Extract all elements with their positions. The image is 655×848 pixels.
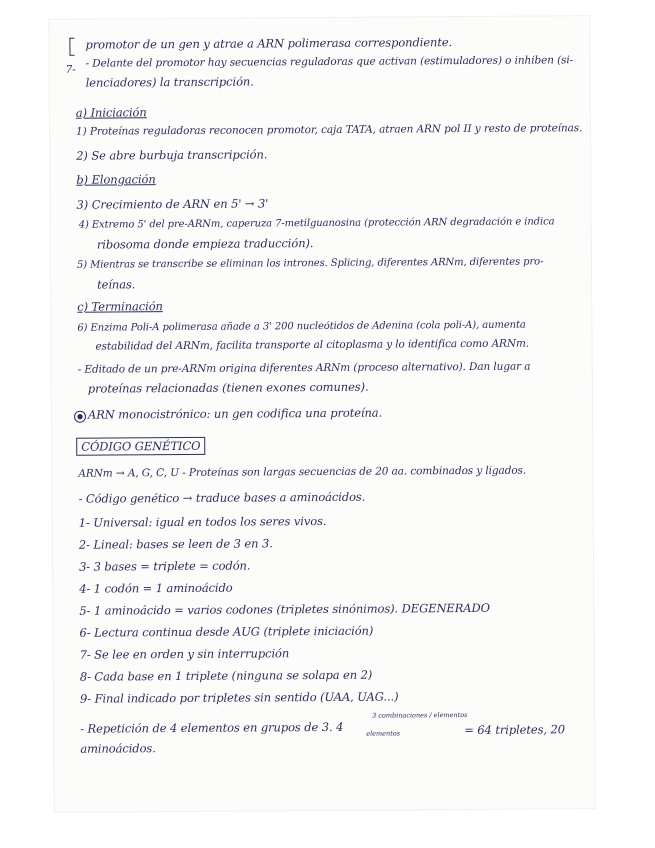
text-line-22: 1- Universal: igual en todos los seres vivos. <box>78 513 327 530</box>
text-line-14: 6) Enzima Poli-A polimerasa añade a 3' 200 nucleótidos de Adenina (cola poli-A), aumenta <box>77 319 526 334</box>
text-line-23: 2- Lineal: bases se leen de 3 en 3. <box>78 536 273 552</box>
section-elongacion: b) Elongación <box>76 172 156 187</box>
section-codigo-genetico: CÓDIGO GENÉTICO <box>76 437 205 456</box>
margin-mark: 7- <box>65 63 76 76</box>
text-line-15: estabilidad del ARNm, facilita transporte al citoplasma y lo identifica como ARNm. <box>95 337 530 353</box>
text-line-30: 9- Final indicado por tripletes sin sentido (UAA, UAG...) <box>79 689 399 706</box>
text-line-25: 4- 1 codón = 1 aminoácido <box>79 580 233 596</box>
text-line-8: 3) Crecimiento de ARN en 5' → 3' <box>76 196 269 212</box>
text-line-10: ribosoma donde empieza traducción). <box>96 236 314 252</box>
text-line-3: lenciadores) la transcripción. <box>85 74 254 90</box>
text-line-21: - Código genético → traduce bases a aminoácidos. <box>78 489 366 506</box>
section-iniciacion: a) Iniciación <box>75 105 147 120</box>
text-line-28: 7- Se lee en orden y sin interrupción <box>79 646 290 662</box>
text-line-6: 2) Se abre burbuja transcripción. <box>76 147 268 163</box>
text-line-11: 5) Mientras se transcribe se eliminan los intrones. Splicing, diferentes ARNm, diferentes pro- <box>76 256 544 271</box>
text-line-17: proteínas relacionadas (tienen exones comunes). <box>87 379 369 396</box>
text-line-16: - Editado de un pre-ARNm origina diferentes ARNm (proceso alternativo). Dan lugar a <box>77 360 531 376</box>
exponent-note: 3 combinaciones / elementos <box>372 710 468 720</box>
text-line-24: 3- 3 bases = triplete = codón. <box>79 558 251 574</box>
notebook-page <box>49 16 595 812</box>
text-line-31: - Repetición de 4 elementos en grupos de 3. 4 <box>80 719 344 736</box>
text-line-32: aminoácidos. <box>80 741 156 756</box>
text-line-9: 4) Extremo 5' del pre-ARNm, caperuza 7-metilguanosina (protección ARN degradación e indica <box>78 216 555 231</box>
text-line-20: ARNm → A, G, C, U - Proteínas son largas secuencias de 20 aa. combinados y ligados. <box>78 464 527 480</box>
text-line-18: ARN monocistrónico: un gen codifica una proteína. <box>87 405 383 422</box>
text-line-1: promotor de un gen y atrae a ARN polimerasa correspondiente. <box>85 35 453 52</box>
text-line-5: 1) Proteínas reguladoras reconocen promotor, caja TATA, atraen ARN pol II y resto de proteínas. <box>75 122 583 138</box>
text-line-26: 5- 1 aminoácido = varios codones (tripletes sinónimos). DEGENERADO <box>79 600 490 618</box>
text-line-29: 8- Cada base en 1 triplete (ninguna se solapa en 2) <box>79 667 373 684</box>
text-line-31b: = 64 tripletes, 20 <box>464 722 565 738</box>
subscript-note: elementos <box>366 729 401 738</box>
bullet-circle <box>74 411 86 423</box>
bracket-mark <box>69 38 74 56</box>
text-line-27: 6- Lectura continua desde AUG (triplete iniciación) <box>79 623 374 640</box>
text-line-2: - Delante del promotor hay secuencias reguladoras que activan (estimuladores) o inhiben (si- <box>85 54 574 70</box>
section-terminacion: c) Terminación <box>77 299 163 314</box>
text-line-12: teínas. <box>97 277 136 292</box>
